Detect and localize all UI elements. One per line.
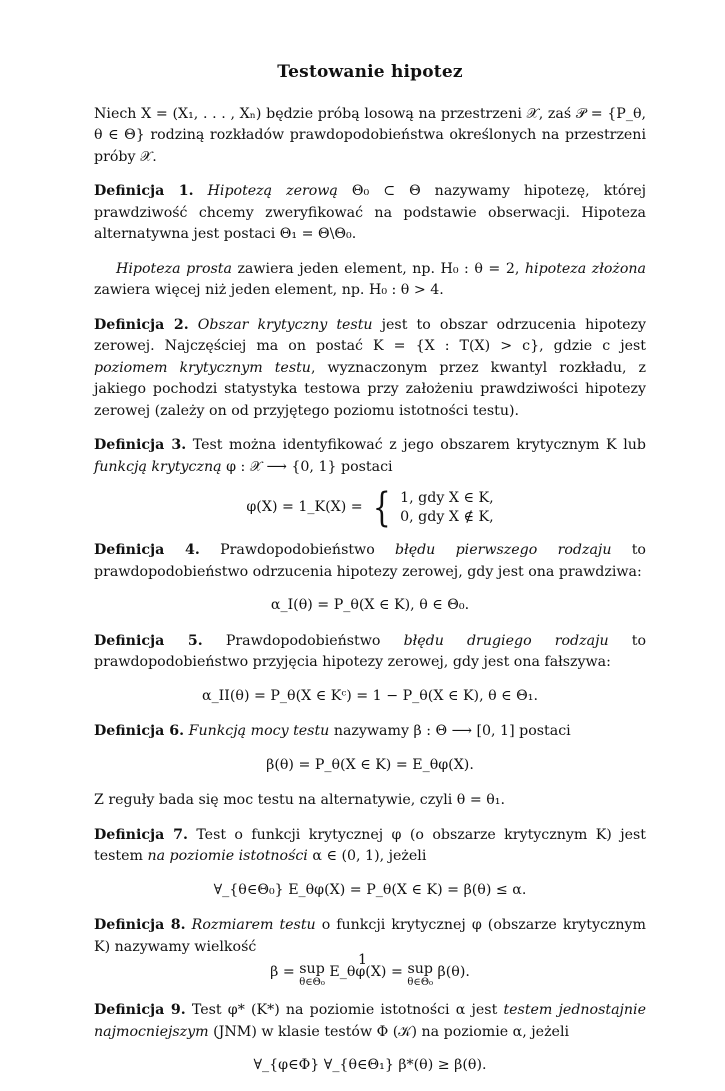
definition-8-term: Rozmiarem testu xyxy=(191,917,316,933)
sup-label-2: sup xyxy=(407,961,433,977)
definition-1-heading: Definicja 1. xyxy=(94,183,194,199)
definition-1 xyxy=(94,181,646,246)
definition-3 xyxy=(94,435,646,478)
definition-7-heading: Definicja 7. xyxy=(94,826,188,843)
definition-9-text-1: Test φ* (K*) na poziomie istotności α jest xyxy=(191,1002,504,1018)
definition-6-term: Funkcją mocy testu xyxy=(188,723,330,739)
definition-2-term: Obszar krytyczny testu xyxy=(197,316,373,333)
definition-3-term: funkcją krytyczną xyxy=(94,458,222,475)
definition-9-text-2: (JNM) w klasie testów Φ (𝒦) na poziomie α, jeżeli xyxy=(208,1023,570,1040)
definition-9-term: testem jednostajnie najmocniejszym xyxy=(94,1002,646,1040)
definition-6 xyxy=(94,721,646,743)
definition-8-heading: Definicja 8. xyxy=(94,917,186,933)
left-brace-symbol: { xyxy=(372,485,391,531)
definition-5-term: błędu drugiego rodzaju xyxy=(403,632,609,649)
definition-5 xyxy=(94,631,646,674)
definition-4 xyxy=(94,540,646,583)
document-page xyxy=(94,62,646,1091)
power-alternative-note: Z reguły bada się moc testu na alternatywie, czyli θ = θ₁. xyxy=(94,792,505,808)
simple-hypothesis-text: zawiera jeden element, np. H₀ : θ = 2, xyxy=(231,260,525,277)
definition-5-heading: Definicja 5. xyxy=(94,632,203,649)
page-title: Testowanie hipotez xyxy=(277,62,463,82)
definition-4-text-1: Prawdopodobieństwo xyxy=(220,542,396,558)
sup-subscript-2: θ∈Θ₀ xyxy=(407,977,434,988)
definition-3-heading: Definicja 3. xyxy=(94,437,187,453)
definition-3-text-1: Test można identyfikować z jego obszarem krytycznym K lub xyxy=(192,437,646,453)
definition-2-term-2: poziomem krytycznym testu xyxy=(94,359,311,376)
definition-6-heading: Definicja 6. xyxy=(94,723,185,739)
definition-2 xyxy=(94,315,646,423)
simple-hypothesis-term: Hipoteza prosta xyxy=(116,260,232,277)
composite-hypothesis-term: hipoteza złożona xyxy=(524,260,646,277)
simple-hypothesis-paragraph xyxy=(94,259,646,302)
definition-7-term: na poziomie istotności xyxy=(147,848,308,864)
definition-7-text-2: α ∈ (0, 1), jeżeli xyxy=(307,848,427,864)
definition-9 xyxy=(94,1000,646,1043)
definition-7 xyxy=(94,825,646,868)
case-2: 0, gdy X ∉ K, xyxy=(400,509,494,525)
significance-level-equation: ∀_{θ∈Θ₀} E_θφ(X) = P_θ(X ∈ K) = β(θ) ≤ α. xyxy=(213,881,527,898)
cases-block xyxy=(400,489,493,527)
definition-2-heading: Definicja 2. xyxy=(94,316,189,333)
power-function-equation: β(θ) = P_θ(X ∈ K) = E_θφ(X). xyxy=(266,756,474,773)
definition-7-text-1: Test o funkcji krytycznej φ (o obszarze krytycznym K) jest testem xyxy=(94,826,646,864)
ump-test-equation: ∀_{φ∈Φ} ∀_{θ∈Θ₁} β*(θ) ≥ β(θ). xyxy=(253,1057,487,1073)
definition-3-text-2: φ : 𝒳 ⟶ {0, 1} postaci xyxy=(221,458,393,475)
type-1-error-equation: α_I(θ) = P_θ(X ∈ K), θ ∈ Θ₀. xyxy=(270,597,470,613)
test-size-lhs: β = xyxy=(270,964,300,980)
definition-6-text: nazywamy β : Θ ⟶ [0, 1] postaci xyxy=(329,723,571,739)
definition-8-text: o funkcji krytycznej φ (obszarze krytycznym K) nazywamy wielkość xyxy=(94,917,646,955)
critical-function-equation xyxy=(94,485,646,531)
definition-4-term: błędu pierwszego rodzaju xyxy=(395,542,612,558)
case-1: 1, gdy X ∈ K, xyxy=(400,490,494,506)
sup-label-1: sup xyxy=(299,961,325,977)
definition-9-heading: Definicja 9. xyxy=(94,1002,186,1018)
sup-subscript-1: θ∈Θ₀ xyxy=(299,977,325,988)
test-size-rhs: β(θ). xyxy=(437,964,470,980)
definition-2-text-1: jest to obszar odrzucenia hipotezy zerowej. Najczęściej ma on postać K = {X : T(X) > c}, gdzie c jest xyxy=(94,316,646,354)
critical-function-lhs: φ(X) = 1_K(X) = xyxy=(246,499,363,516)
definition-5-text-2: to prawdopodobieństwo przyjęcia hipotezy zerowej, gdy jest ona fałszywa: xyxy=(94,632,646,670)
composite-hypothesis-text: zawiera więcej niż jeden element, np. H₀ : θ > 4. xyxy=(94,282,444,298)
test-size-middle: E_θφ(X) = xyxy=(329,964,408,980)
definition-1-text: Θ₀ ⊂ Θ nazywamy hipotezę, której prawdziwość chcemy zweryfikować na podstawie obserwacji. Hipoteza alternatywna jest postaci Θ₁ = Θ\Θ₀. xyxy=(94,183,647,242)
definition-2-text-2: , wyznaczonym przez kwantyl rozkładu, z jakiego pochodzi statystyka testowa przy założeniu prawdziwości hipotezy zerowej (zależy on od przyjętego poziomu istotności testu). xyxy=(94,359,646,419)
definition-5-text-1: Prawdopodobieństwo xyxy=(225,632,404,649)
definition-4-text-2: to prawdopodobieństwo odrzucenia hipotezy zerowej, gdy jest ona prawdziwa: xyxy=(94,542,646,580)
definition-1-term: Hipotezą zerową xyxy=(207,183,338,199)
definition-4-heading: Definicja 4. xyxy=(94,542,200,558)
page-number: 1 xyxy=(357,952,368,968)
intro-paragraph: Niech X = (X₁, . . . , Xₙ) będzie próbą losową na przestrzeni 𝒳, zaś 𝒫 = {P_θ, θ ∈ Θ} rodziną rozkładów prawdopodobieństwa określonych na przestrzeni próby 𝒳. xyxy=(94,105,646,165)
type-2-error-equation: α_II(θ) = P_θ(X ∈ Kᶜ) = 1 − P_θ(X ∈ K), θ ∈ Θ₁. xyxy=(201,687,538,704)
